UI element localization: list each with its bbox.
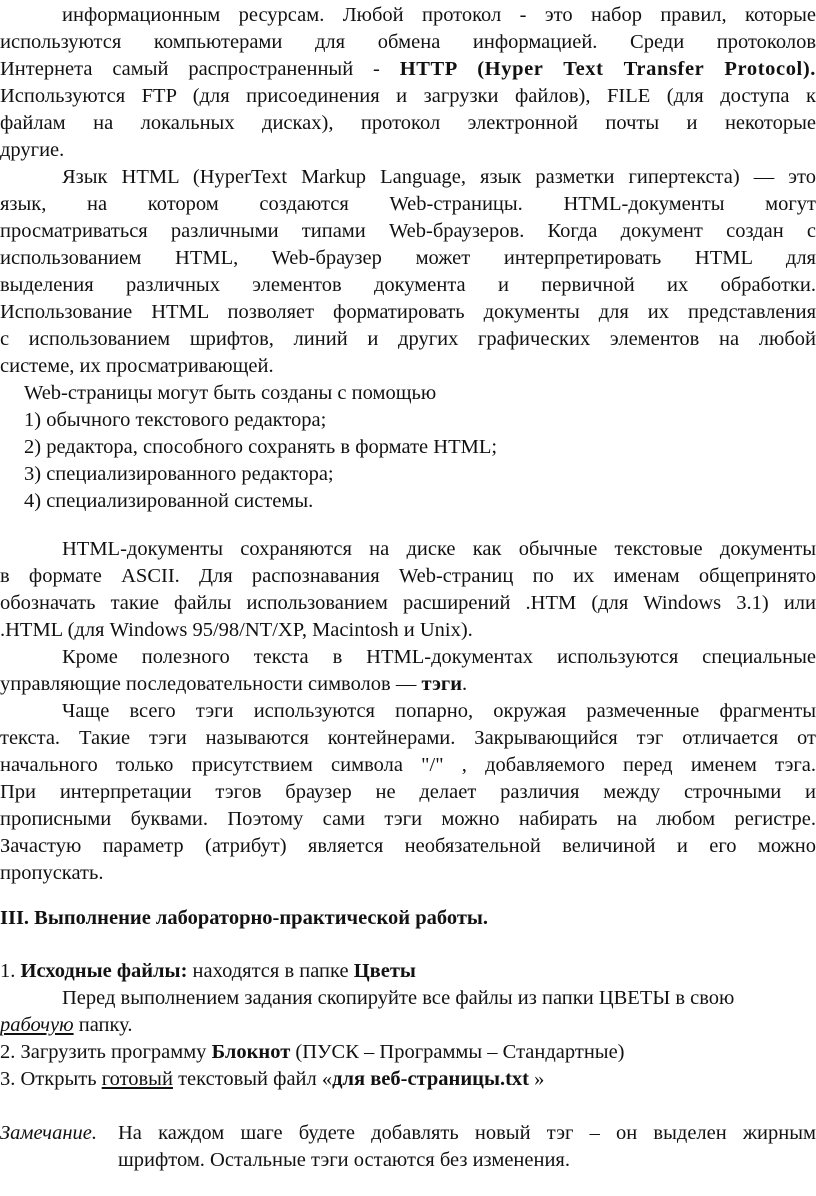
text-segment: 2. Загрузить программу	[0, 1041, 212, 1063]
step-2	[0, 1039, 816, 1066]
text-segment: управляющие последовательности символов —	[0, 673, 422, 695]
paragraph-html-line-4: использованием HTML, Web-браузер может интерпретировать HTML для	[0, 247, 816, 269]
list-item: 3) специализированного редактора;	[24, 463, 334, 485]
paragraph-protocols-line-5: файлам на локальных дисках), протокол электронной почты и некоторые	[0, 112, 816, 134]
text-segment: .	[462, 673, 468, 695]
list-intro: Web-страницы могут быть созданы с помощью	[24, 382, 437, 404]
text-segment: Интернета самый распространенный -	[0, 58, 400, 80]
http-term: HTTP (Hyper Text Transfer Protocol).	[399, 58, 816, 80]
text-segment: 3. Открыть	[0, 1068, 102, 1090]
step-1	[0, 958, 816, 985]
step-3	[0, 1066, 816, 1093]
paragraph-protocols-line-1: информационным ресурсам. Любой протокол - это набор правил, которые	[62, 4, 816, 26]
step-1-label: Исходные файлы:	[20, 960, 188, 982]
paragraph-files-line-4: .HTML (для Windows 95/98/NT/XP, Macintosh и Unix).	[0, 619, 473, 641]
paragraph-tags-line-1: Кроме полезного текста в HTML-документах используются специальные	[62, 646, 816, 668]
paragraph-html-line-3: просматриваться различными типами Web-браузеров. Когда документ создан с	[0, 220, 816, 242]
paragraph-files-line-2: в формате ASCII. Для распознавания Web-страниц по их именам общепринято	[0, 565, 816, 587]
ready-term: готовый	[101, 1068, 173, 1090]
list-item: 2) редактора, способного сохранять в формате HTML;	[24, 436, 498, 458]
paragraph-containers-line-5: прописными буквами. Поэтому сами тэги можно набирать на любом регистре.	[0, 808, 816, 830]
text-segment: папку.	[73, 1014, 133, 1036]
file-name: для веб-страницы.txt	[332, 1068, 529, 1090]
paragraph-containers-line-1: Чаще всего тэги используются попарно, окружая размеченные фрагменты	[62, 700, 816, 722]
step-1-instruction: Перед выполнением задания скопируйте все файлы из папки ЦВЕТЫ в свою	[62, 987, 735, 1009]
text-segment: находятся в папке	[187, 960, 354, 982]
paragraph-html-line-1: Язык HTML (HyperText Markup Language, язык разметки гипертекста) — это	[62, 166, 816, 188]
paragraph-html-line-6: Использование HTML позволяет форматировать документы для их представления	[0, 301, 816, 323]
step-number: 1.	[0, 960, 21, 982]
paragraph-html-line-7: с использованием шрифтов, линий и других графических элементов на любой	[0, 328, 816, 350]
note-line-2: шрифтом. Остальные тэги остаются без изменения.	[118, 1149, 570, 1171]
list-item: 1) обычного текстового редактора;	[24, 409, 327, 431]
note-label-text: Замечание.	[0, 1122, 97, 1144]
paragraph-protocols-line-2: используются компьютерами для обмена информацией. Среди протоколов	[0, 31, 816, 53]
section-heading: III. Выполнение лабораторно-практической работы.	[0, 907, 489, 929]
paragraph-html-line-5: выделения различных элементов документа и первичной их обработки.	[0, 274, 816, 296]
paragraph-html-line-8: системе, их просматривающей.	[0, 355, 274, 377]
list-item: 4) специализированной системы.	[24, 490, 314, 512]
paragraph-files-line-3: обозначать такие файлы использованием расширений .HTM (для Windows 3.1) или	[0, 592, 816, 614]
paragraph-tags-line-2	[0, 671, 816, 698]
paragraph-protocols-line-6: другие.	[0, 139, 65, 161]
paragraph-containers-line-7: пропускать.	[0, 862, 104, 884]
step-1-instruction-cont	[0, 1012, 816, 1039]
paragraph-containers-line-4: При интерпретации тэгов браузер не делает различия между строчными и	[0, 781, 816, 803]
paragraph-containers-line-3: начального только присутствием символа "/" , добавляемого перед именем тэга.	[0, 754, 816, 776]
notepad-term: Блокнот	[211, 1041, 291, 1063]
text-segment: (ПУСК – Программы – Стандартные)	[290, 1041, 625, 1063]
paragraph-html-line-2: язык, на котором создаются Web-страницы. HTML-документы могут	[0, 193, 816, 215]
paragraph-containers-line-2: текста. Такие тэги называются контейнерами. Закрывающийся тэг отличается от	[0, 727, 816, 749]
paragraph-containers-line-6: Зачастую параметр (атрибут) является необязательной величиной и его можно	[0, 835, 816, 857]
paragraph-protocols-line-3	[0, 56, 816, 83]
paragraph-files-line-1: HTML-документы сохраняются на диске как обычные текстовые документы	[62, 538, 816, 560]
paragraph-protocols-line-4: Используются FTP (для присоединения и загрузки файлов), FILE (для доступа к	[0, 85, 816, 107]
tags-term: тэги	[421, 673, 463, 695]
text-segment: текстовый файл «	[172, 1068, 333, 1090]
text-segment: »	[529, 1068, 545, 1090]
folder-name: Цветы	[353, 960, 416, 982]
working-folder-term: рабочую	[0, 1014, 74, 1036]
note-line-1: На каждом шаге будете добавлять новый тэг – он выделен жирным	[118, 1122, 816, 1144]
